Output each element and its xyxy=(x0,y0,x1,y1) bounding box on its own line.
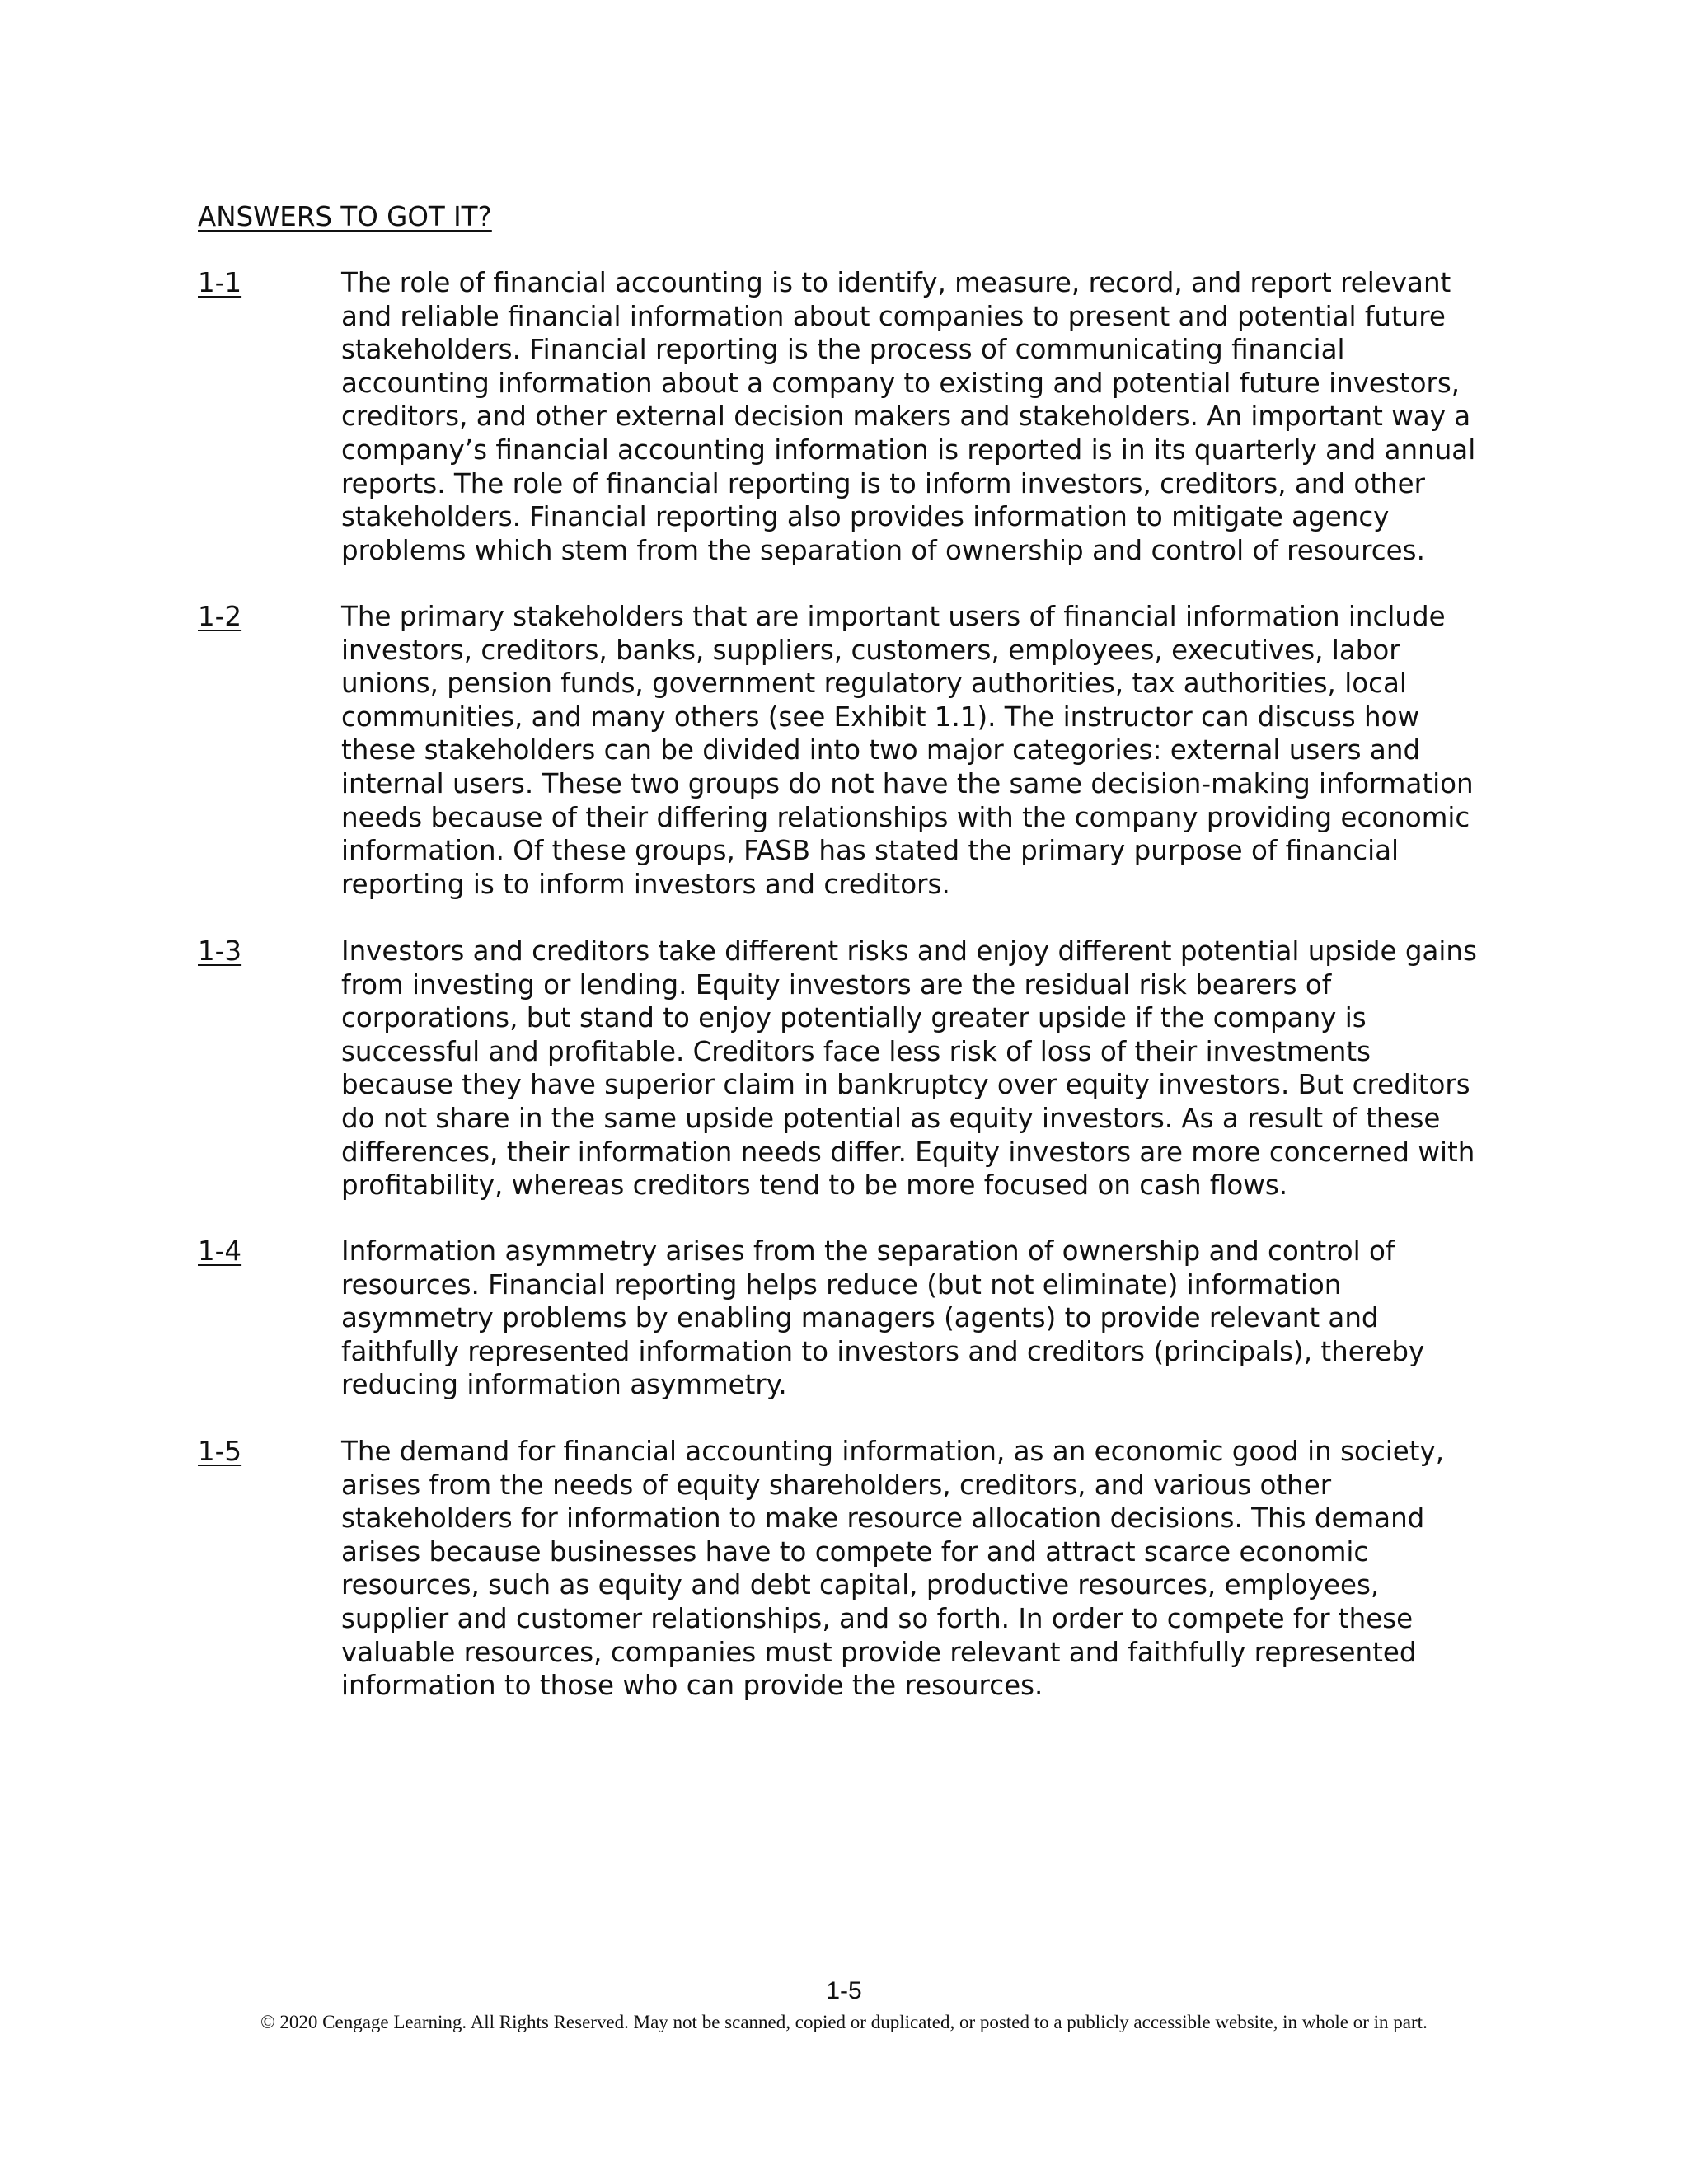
answer-text: Information asymmetry arises from the separation of ownership and control of resources. Financial reporting helps reduce (but not eliminate) information asymmetry problems by enabling managers (agents) to provide relevant and faithfully represented information to investors and creditors (principals), thereby reducing information asymmetry. xyxy=(341,1235,1425,1401)
answer-text: The role of financial accounting is to identify, measure, record, and report relevant and reliable financial information about companies to present and potential future stakeholders. Financial reporting is the process of communicating financial accounting information about a company to existing and potential future investors, creditors, and other external decision makers and stakeholders. An important way a company’s financial accounting information is reported is in its quarterly and annual reports. The role of financial reporting is to inform investors, creditors, and other stakeholders. Financial reporting also provides information to mitigate agency problems which stem from the separation of ownership and control of resources. xyxy=(341,267,1476,566)
answer-item-1-4 xyxy=(198,1235,1484,1402)
answer-text: Investors and creditors take different risks and enjoy different potential upside gains from investing or lending. Equity investors are the residual risk bearers of corporations, but stand to enjoy potentially greater upside if the company is successful and profitable. Creditors face less risk of loss of their investments because they have superior claim in bankruptcy over equity investors. But creditors do not share in the same upside potential as equity investors. As a result of these differences, their information needs differ. Equity investors are more concerned with profitability, whereas creditors tend to be more focused on cash flows. xyxy=(341,935,1477,1202)
answer-item-1-3 xyxy=(198,935,1484,1202)
answer-item-1-2 xyxy=(198,600,1484,901)
answer-number: 1-3 xyxy=(198,935,242,967)
page-number: 1-5 xyxy=(826,1977,862,2004)
answer-item-1-1 xyxy=(198,266,1484,567)
answer-item-1-5 xyxy=(198,1435,1484,1703)
answer-number: 1-4 xyxy=(198,1235,242,1267)
answer-number: 1-2 xyxy=(198,601,242,632)
copyright-notice: © 2020 Cengage Learning. All Rights Reserved. May not be scanned, copied or duplicated, or posted to a publicly accessible website, in whole or in part. xyxy=(260,2012,1428,2032)
answer-text: The demand for financial accounting information, as an economic good in society, arises from the needs of equity shareholders, creditors, and various other stakeholders for information to make resource allocation decisions. This demand arises because businesses have to compete for and attract scarce economic resources, such as equity and debt capital, productive resources, employees, supplier and customer relationships, and so forth. In order to compete for these valuable resources, companies must provide relevant and faithfully represented information to those who can provide the resources. xyxy=(341,1436,1445,1702)
answer-number: 1-5 xyxy=(198,1436,242,1467)
answer-number: 1-1 xyxy=(198,267,242,298)
answer-text: The primary stakeholders that are important users of financial information include investors, creditors, banks, suppliers, customers, employees, executives, labor unions, pension funds, government regulatory authorities, tax authorities, local communities, and many others (see Exhibit 1.1). The instructor can discuss how these stakeholders can be divided into two major categories: external users and internal users. These two groups do not have the same decision-making information needs because of their differing relationships with the company providing economic information. Of these groups, FASB has stated the primary purpose of financial reporting is to inform investors and creditors. xyxy=(341,601,1474,900)
section-heading: ANSWERS TO GOT IT? xyxy=(198,201,492,232)
